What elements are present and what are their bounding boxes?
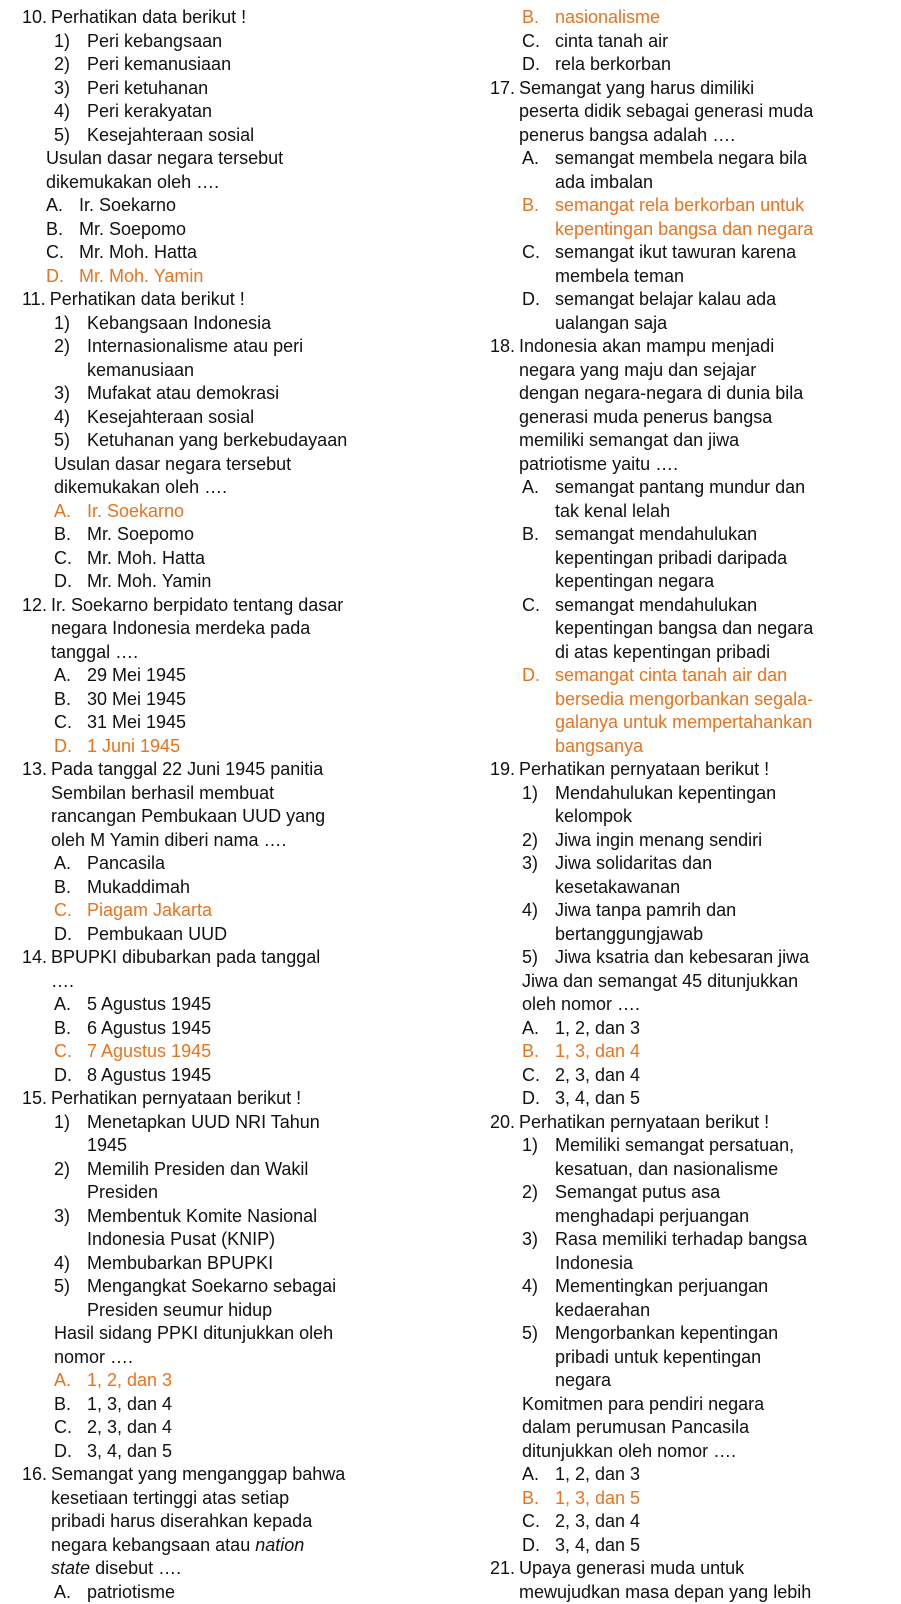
statement-item: 4) Mementingkan perjuangan kedaerahan (522, 1275, 890, 1322)
answer-options (22, 1369, 452, 1463)
question-number: 16. (22, 1463, 47, 1581)
option-a[interactable]: A. 1, 2, dan 3 (522, 1463, 890, 1487)
option-a[interactable]: A. 5 Agustus 1945 (54, 993, 452, 1017)
question-stem: Semangat yang harus dimiliki peserta didik sebagai generasi muda penerus bangsa adalah …. (519, 77, 890, 148)
question-prompt: Komitmen para pendiri negara dalam perumusan Pancasila ditunjukkan oleh nomor …. (490, 1393, 890, 1464)
option-a-correct[interactable]: A. Ir. Soekarno (54, 500, 452, 524)
answer-options (490, 1463, 890, 1557)
question-stem: Semangat yang menganggap bahwa kesetiaan tertinggi atas setiap pribadi harus diserahkan kepada negara kebangsaan atau nation state disebut …. (51, 1463, 452, 1581)
statement-item: 1) Menetapkan UUD NRI Tahun 1945 (54, 1111, 452, 1158)
question-number: 19. (490, 758, 515, 782)
option-a[interactable]: A. Pancasila (54, 852, 452, 876)
statement-item: 5) Mengorbankan kepentingan pribadi untuk kepentingan negara (522, 1322, 890, 1393)
option-c[interactable]: C. semangat ikut tawuran karena membela teman (522, 241, 890, 288)
question-prompt: Usulan dasar negara tersebut dikemukakan oleh …. (22, 453, 452, 500)
option-d[interactable]: D. semangat belajar kalau ada ualangan saja (522, 288, 890, 335)
right-column (490, 6, 890, 1604)
option-b[interactable]: B. Mr. Soepomo (46, 218, 452, 242)
option-a[interactable]: A. 29 Mei 1945 (54, 664, 452, 688)
answer-options (22, 194, 452, 288)
answer-options (490, 147, 890, 335)
statement-item: 2) Internasionalisme atau peri kemanusiaan (54, 335, 452, 382)
question-stem: Indonesia akan mampu menjadi negara yang maju dan sejajar dengan negara-negara di dunia bila generasi muda penerus bangsa memiliki semangat dan jiwa patriotisme yaitu …. (519, 335, 890, 476)
statement-item: 2) Jiwa ingin menang sendiri (522, 829, 890, 853)
question-stem: Upaya generasi muda untuk mewujudkan masa depan yang lebih (519, 1557, 890, 1604)
statement-list (22, 1111, 452, 1323)
statement-item: 1) Memiliki semangat persatuan, kesatuan, dan nasionalisme (522, 1134, 890, 1181)
answer-options (490, 476, 890, 758)
question-number: 13. (22, 758, 47, 852)
statement-item: 5) Jiwa ksatria dan kebesaran jiwa (522, 946, 890, 970)
option-c[interactable]: C. 2, 3, dan 4 (522, 1064, 890, 1088)
answer-options (22, 852, 452, 946)
question-20 (490, 1111, 890, 1558)
statement-item: 4) Jiwa tanpa pamrih dan bertanggungjawab (522, 899, 890, 946)
question-prompt: Hasil sidang PPKI ditunjukkan oleh nomor …. (22, 1322, 452, 1369)
question-number: 10. (22, 6, 47, 30)
question-18 (490, 335, 890, 758)
question-stem: Perhatikan data berikut ! (51, 6, 452, 30)
question-number: 17. (490, 77, 515, 148)
option-c[interactable]: C. Mr. Moh. Hatta (46, 241, 452, 265)
option-c-correct[interactable]: C. Piagam Jakarta (54, 899, 452, 923)
question-11 (22, 288, 452, 594)
question-number: 11. (22, 288, 46, 312)
question-stem: BPUPKI dibubarkan pada tanggal …. (51, 946, 452, 993)
statement-item: 2) Memilih Presiden dan Wakil Presiden (54, 1158, 452, 1205)
question-number: 15. (22, 1087, 47, 1111)
statement-item: 1) Kebangsaan Indonesia (54, 312, 452, 336)
option-b-correct[interactable]: B. 1, 3, dan 4 (522, 1040, 890, 1064)
question-19 (490, 758, 890, 1111)
option-a-correct[interactable]: A. 1, 2, dan 3 (54, 1369, 452, 1393)
question-stem: Perhatikan pernyataan berikut ! (519, 1111, 890, 1135)
statement-list (22, 312, 452, 453)
option-c[interactable]: C. Mr. Moh. Hatta (54, 547, 452, 571)
statement-item: 1) Mendahulukan kepentingan kelompok (522, 782, 890, 829)
question-number: 12. (22, 594, 47, 665)
option-d[interactable]: D. 8 Agustus 1945 (54, 1064, 452, 1088)
option-b-correct[interactable]: B. nasionalisme (522, 6, 890, 30)
question-16 (22, 1463, 452, 1604)
option-b-correct[interactable]: B. semangat rela berkorban untuk kepentingan bangsa dan negara (522, 194, 890, 241)
option-c-correct[interactable]: C. 7 Agustus 1945 (54, 1040, 452, 1064)
question-number: 21. (490, 1557, 515, 1604)
option-a[interactable]: A. 1, 2, dan 3 (522, 1017, 890, 1041)
statement-item: 5) Ketuhanan yang berkebudayaan (54, 429, 452, 453)
statement-item: 3) Jiwa solidaritas dan kesetakawanan (522, 852, 890, 899)
answer-options (22, 993, 452, 1087)
statement-list (22, 30, 452, 148)
option-b[interactable]: B. 1, 3, dan 4 (54, 1393, 452, 1417)
option-b-correct[interactable]: B. 1, 3, dan 5 (522, 1487, 890, 1511)
answer-options (22, 500, 452, 594)
statement-item: 4) Kesejahteraan sosial (54, 406, 452, 430)
statement-item: 4) Membubarkan BPUPKI (54, 1252, 452, 1276)
option-a[interactable]: A. semangat pantang mundur dan tak kenal lelah (522, 476, 890, 523)
question-16-options-continued (490, 6, 890, 77)
statement-list (490, 782, 890, 970)
option-d[interactable]: D. Mr. Moh. Yamin (54, 570, 452, 594)
question-21 (490, 1557, 890, 1604)
answer-options (22, 1581, 452, 1604)
question-17 (490, 77, 890, 336)
option-d[interactable]: D. Pembukaan UUD (54, 923, 452, 947)
statement-item: 3) Mufakat atau demokrasi (54, 382, 452, 406)
option-c[interactable]: C. 2, 3, dan 4 (54, 1416, 452, 1440)
question-prompt: Jiwa dan semangat 45 ditunjukkan oleh nomor …. (490, 970, 890, 1017)
statement-list (490, 1134, 890, 1393)
question-stem: Perhatikan data berikut ! (50, 288, 452, 312)
option-c[interactable]: C. cinta tanah air (522, 30, 890, 54)
statement-item: 3) Peri ketuhanan (54, 77, 452, 101)
option-b[interactable]: B. 30 Mei 1945 (54, 688, 452, 712)
option-d[interactable]: D. 3, 4, dan 5 (522, 1534, 890, 1558)
statement-item: 2) Semangat putus asa menghadapi perjuangan (522, 1181, 890, 1228)
option-d-correct[interactable]: D. Mr. Moh. Yamin (46, 265, 452, 289)
question-number: 14. (22, 946, 47, 993)
option-d[interactable]: D. 3, 4, dan 5 (522, 1087, 890, 1111)
left-column (22, 6, 452, 1604)
option-d-correct[interactable]: D. 1 Juni 1945 (54, 735, 452, 759)
option-a[interactable]: A. semangat membela negara bila ada imbalan (522, 147, 890, 194)
question-15 (22, 1087, 452, 1463)
statement-item: 1) Peri kebangsaan (54, 30, 452, 54)
question-stem: Pada tanggal 22 Juni 1945 panitia Sembilan berhasil membuat rancangan Pembukaan UUD yang oleh M Yamin diberi nama …. (51, 758, 452, 852)
option-b[interactable]: B. 6 Agustus 1945 (54, 1017, 452, 1041)
statement-item: 3) Rasa memiliki terhadap bangsa Indonesia (522, 1228, 890, 1275)
question-prompt: Usulan dasar negara tersebut dikemukakan oleh …. (22, 147, 452, 194)
statement-item: 5) Mengangkat Soekarno sebagai Presiden seumur hidup (54, 1275, 452, 1322)
question-13 (22, 758, 452, 946)
statement-item: 4) Peri kerakyatan (54, 100, 452, 124)
statement-item: 3) Membentuk Komite Nasional Indonesia Pusat (KNIP) (54, 1205, 452, 1252)
answer-options (22, 664, 452, 758)
option-c[interactable]: C. 31 Mei 1945 (54, 711, 452, 735)
statement-item: 5) Kesejahteraan sosial (54, 124, 452, 148)
question-stem: Ir. Soekarno berpidato tentang dasar negara Indonesia merdeka pada tanggal …. (51, 594, 452, 665)
option-a[interactable]: A. Ir. Soekarno (46, 194, 452, 218)
option-b[interactable]: B. semangat mendahulukan kepentingan pribadi daripada kepentingan negara (522, 523, 890, 594)
option-a[interactable]: A. patriotisme (54, 1581, 452, 1604)
option-b[interactable]: B. Mr. Soepomo (54, 523, 452, 547)
question-10 (22, 6, 452, 288)
question-stem: Perhatikan pernyataan berikut ! (519, 758, 890, 782)
option-d-correct[interactable]: D. semangat cinta tanah air dan bersedia mengorbankan segala- galanya untuk mempertahankan bangsanya (522, 664, 890, 758)
question-14 (22, 946, 452, 1087)
question-stem: Perhatikan pernyataan berikut ! (51, 1087, 452, 1111)
answer-options (490, 1017, 890, 1111)
question-number: 20. (490, 1111, 515, 1135)
option-d[interactable]: D. 3, 4, dan 5 (54, 1440, 452, 1464)
option-d[interactable]: D. rela berkorban (522, 53, 890, 77)
option-b[interactable]: B. Mukaddimah (54, 876, 452, 900)
question-number: 18. (490, 335, 515, 476)
option-c[interactable]: C. semangat mendahulukan kepentingan bangsa dan negara di atas kepentingan pribadi (522, 594, 890, 665)
option-c[interactable]: C. 2, 3, dan 4 (522, 1510, 890, 1534)
statement-item: 2) Peri kemanusiaan (54, 53, 452, 77)
question-12 (22, 594, 452, 759)
